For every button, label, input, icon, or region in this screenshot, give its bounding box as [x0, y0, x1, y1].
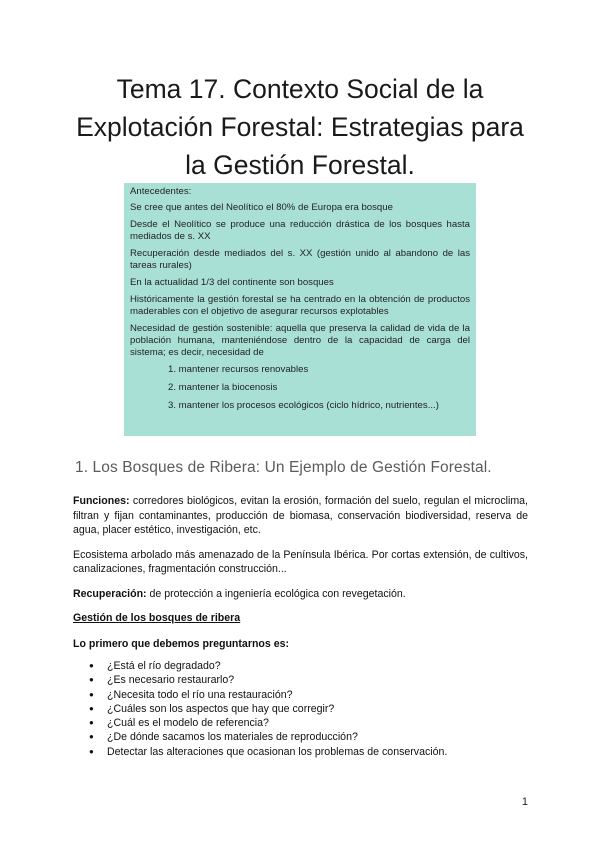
questions-list: [73, 659, 528, 759]
bullet-icon: ●: [89, 732, 94, 742]
bullet-icon: ●: [89, 703, 94, 713]
box-paragraph: Necesidad de gestión sostenible: aquella que preserva la calidad de vida de la población humana, manteniéndose dentro de la capacidad de carga del sistema; es decir, necesidad de: [130, 323, 470, 358]
title-line-2: Explotación Forestal: Estrategias para: [76, 112, 524, 142]
title-line-1: Tema 17. Contexto Social de la: [116, 74, 484, 104]
recuperacion-text: de protección a ingeniería ecológica con revegetación.: [146, 587, 406, 600]
funciones-label: Funciones:: [73, 495, 130, 507]
box-subitem: 3. mantener los procesos ecológicos (ciclo hídrico, nutrientes...): [168, 400, 439, 411]
recuperacion-label: Recuperación:: [73, 587, 147, 600]
section-content: [73, 494, 528, 759]
box-paragraph: En la actualidad 1/3 del continente son bosques: [130, 277, 334, 288]
box-heading: Antecedentes:: [130, 186, 192, 197]
box-paragraph: Históricamente la gestión forestal se ha centrado en la obtención de productos maderables con el objetivo de asegurar recursos explotables: [130, 294, 470, 317]
funciones-text: corredores biológicos, evitan la erosión, formación del suelo, regulan el microclima, filtran y fijan contaminantes, producción de biomasa, conservación biodiversidad, reserva de agua, placer estético, investigación, etc.: [73, 495, 528, 536]
title-line-3: la Gestión Forestal.: [185, 150, 415, 180]
box-paragraph: Recuperación desde mediados del s. XX (gestión unido al abandono de las tareas rurales): [130, 248, 470, 271]
bullet-icon: ●: [89, 675, 94, 685]
bullet-icon: ●: [89, 746, 94, 756]
bullet-icon: ●: [89, 718, 94, 728]
section-heading: 1. Los Bosques de Ribera: Un Ejemplo de Gestión Forestal.: [75, 459, 492, 476]
funciones-paragraph: [73, 494, 528, 538]
list-item: ● ¿Es necesario restaurarlo?: [89, 674, 235, 687]
list-item: ● ¿De dónde sacamos los materiales de reproducción?: [89, 731, 358, 744]
list-item: ● ¿Cuáles son los aspectos que hay que corregir?: [89, 702, 335, 715]
ecosistema-paragraph: Ecosistema arbolado más amenazado de la Península Ibérica. Por cortas extensión, de cultivos, canalizaciones, fragmentación construcción...: [73, 548, 528, 575]
box-subitem: 2. mantener la biocenosis: [168, 382, 278, 393]
box-subitem: 1. mantener recursos renovables: [168, 364, 309, 375]
questions-intro: Lo primero que debemos preguntarnos es:: [73, 637, 290, 650]
page-number: 1: [521, 796, 528, 808]
list-item: ● ¿Cuál es el modelo de referencia?: [89, 717, 269, 730]
box-paragraph: Desde el Neolítico se produce una reducción drástica de los bosques hasta mediados de s. XX: [130, 219, 470, 242]
box-paragraph: Se cree que antes del Neolítico el 80% de Europa era bosque: [130, 202, 393, 213]
list-item: ● ¿Está el río degradado?: [89, 660, 221, 672]
bullet-icon: ●: [89, 689, 94, 699]
list-item: ● ¿Necesita todo el río una restauración?: [89, 688, 293, 701]
bullet-icon: ●: [89, 661, 94, 670]
gestion-heading: Gestión de los bosques de ribera: [73, 612, 241, 624]
list-item: ● Detectar las alteraciones que ocasionan los problemas de conservación.: [89, 745, 448, 758]
page-title: [60, 70, 540, 184]
recuperacion-paragraph: [73, 587, 528, 602]
antecedentes-box: [124, 183, 476, 436]
